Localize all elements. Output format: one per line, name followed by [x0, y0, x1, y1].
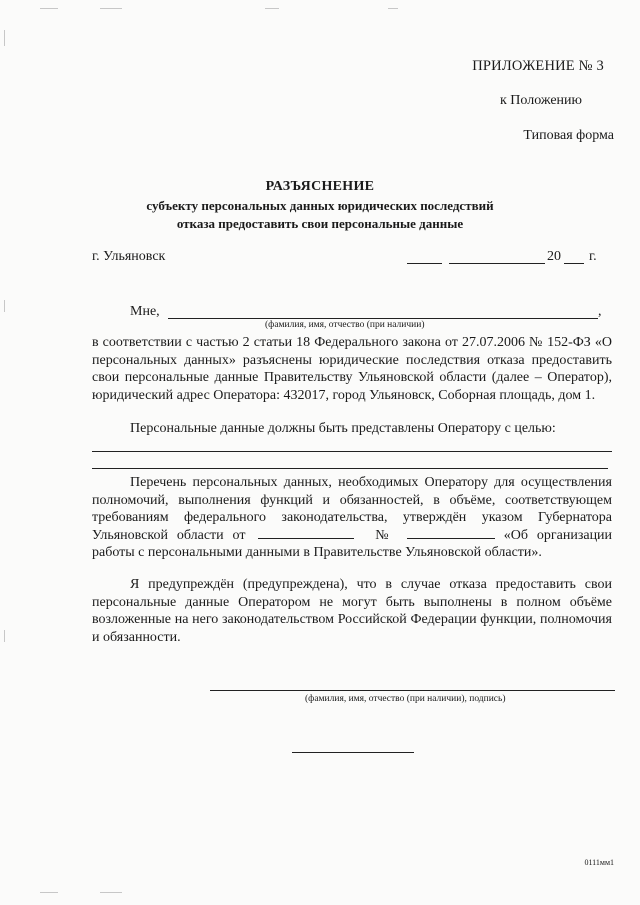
purpose-field-line2[interactable] — [92, 468, 608, 469]
decree-number-sign: № — [375, 527, 394, 543]
scan-mark — [4, 300, 5, 312]
scan-mark — [100, 892, 122, 893]
declarant-comma: , — [598, 304, 602, 319]
document-subtitle-line1: субъекту персональных данных юридических последствий — [146, 198, 494, 213]
paragraph-data-list — [92, 474, 612, 562]
scan-mark — [100, 8, 122, 9]
data-list-text: Перечень персональных данных, необходимых Оператору для осуществления полномочий, выполнения функций и обязанностей, в объёме, соответствующем требованиям федерального законодательства, утверждён указом Губернатора Ульяновской области от — [92, 475, 612, 543]
document-title: РАЗЪЯСНЕНИЕ — [265, 179, 375, 194]
place-date-row — [92, 249, 610, 267]
decree-date-field[interactable] — [258, 527, 354, 539]
decree-number-field[interactable] — [407, 527, 495, 539]
signature-caption: (фамилия, имя, отчество (при наличии), подпись) — [305, 694, 506, 704]
scan-mark — [388, 8, 398, 9]
to-regulation: к Положению — [499, 93, 582, 108]
paragraph-purpose: Персональные данные должны быть представлены Оператору с целью: — [130, 421, 556, 436]
scan-mark — [265, 8, 279, 9]
year-prefix: 20 — [547, 249, 561, 264]
signature-field[interactable] — [210, 690, 615, 691]
paragraph-warning: Я предупреждён (предупреждена), что в случае отказа предоставить свои персональные данные Оператором не могут быть выполнены в полном объёме возложенные на него законодательством Российской Федерации функции, полномочия и обязанности. — [92, 577, 612, 645]
declarant-name-field[interactable] — [168, 318, 598, 319]
year-field[interactable] — [564, 263, 584, 264]
declarant-label: Мне, — [130, 304, 160, 319]
month-field[interactable] — [449, 263, 545, 264]
decree-title: «Об организации работы с персональными данными в Правительстве Ульяновской области». — [92, 527, 613, 561]
document-subtitle-line2: отказа предоставить свои персональные данные — [176, 216, 464, 231]
paragraph-legal-basis: в соответствии с частью 2 статьи 18 Федерального закона от 27.07.2006 № 152-ФЗ «О персональных данных» разъяснены юридические последствия отказа предоставить свои персональные данные Правительству Ульяновской области (далее – Оператор), юридический адрес Оператора: 432017, город Ульяновск, Соборная площадь, дом 1. — [92, 335, 612, 403]
scan-mark — [4, 630, 5, 642]
appendix-number: ПРИЛОЖЕНИЕ № 3 — [472, 58, 604, 74]
day-field[interactable] — [407, 263, 442, 264]
city: г. Ульяновск — [92, 249, 166, 264]
footer-code: 0111мм1 — [584, 858, 614, 867]
signature-date-field[interactable] — [292, 752, 414, 753]
purpose-field-line1[interactable] — [92, 451, 612, 452]
scan-mark — [40, 8, 58, 9]
form-type: Типовая форма — [523, 128, 614, 143]
year-suffix: г. — [589, 249, 597, 264]
declarant-caption: (фамилия, имя, отчество (при наличии) — [265, 320, 425, 330]
scan-mark — [4, 30, 5, 46]
scan-mark — [40, 892, 58, 893]
